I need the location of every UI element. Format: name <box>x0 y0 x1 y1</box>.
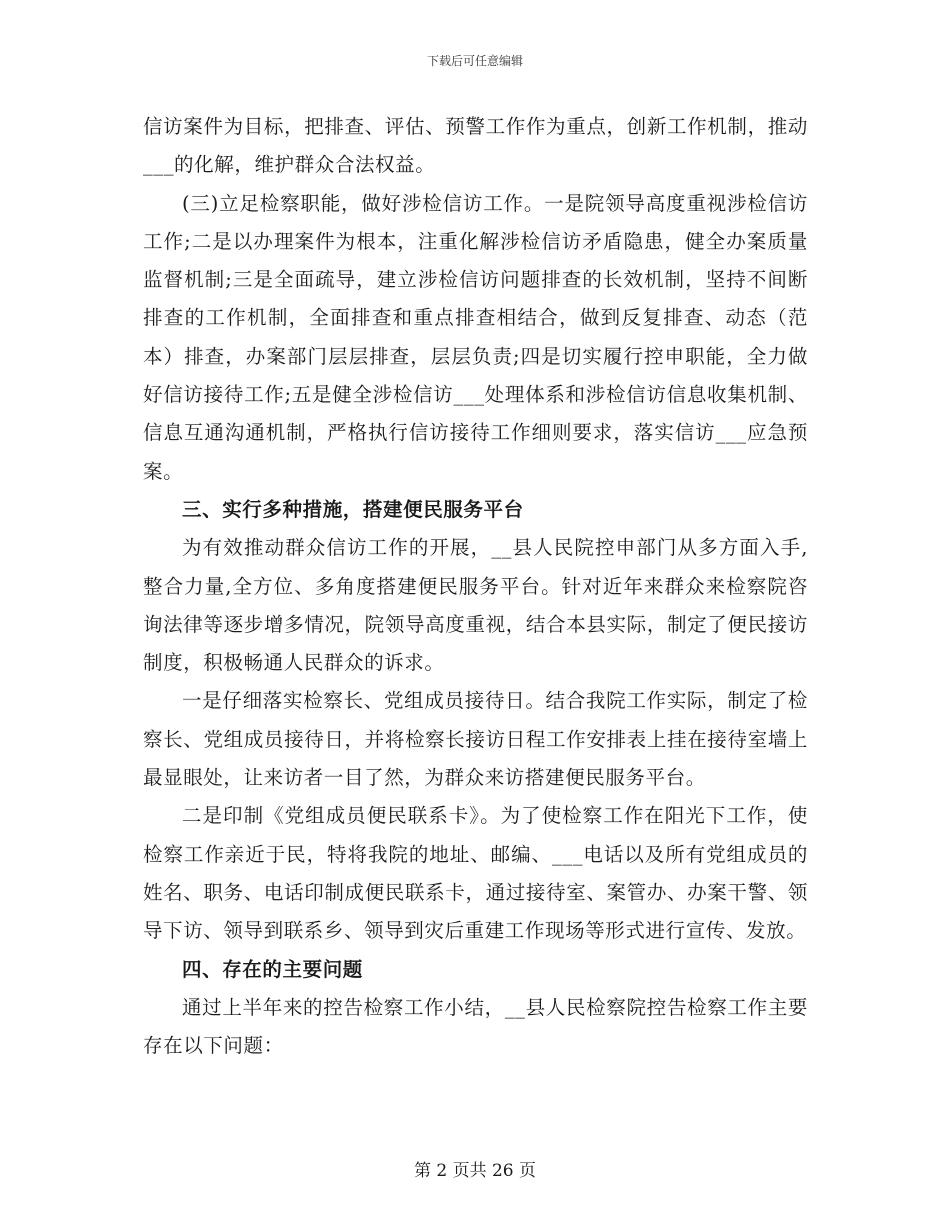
document-body <box>143 108 808 1065</box>
paragraph-reception-day: 一是仔细落实检察长、党组成员接待日。结合我院工作实际，制定了检察长、党组成员接待日，并将检察长接访日程工作安排表上挂在接待室墙上最显眼处，让来访者一目了然，为群众来访搭建便民服务平台。 <box>143 689 808 790</box>
page-number: 第 2 页共 26 页 <box>413 1161 537 1181</box>
paragraph-continuation: 信访案件为目标，把排查、评估、预警工作作为重点，创新工作机制，推动___的化解，维护群众合法权益。 <box>143 115 808 177</box>
paragraph-section-3-duties: (三)立足检察职能，做好涉检信访工作。一是院领导高度重视涉检信访工作;二是以办理案件为根本，注重化解涉检信访矛盾隐患，健全办案质量监督机制;三是全面疏导，建立涉检信访问题排查的长效机制，坚持不间断排查的工作机制，全面排查和重点排查相结合，做到反复排查、动态（范本）排查，办案部门层层排查，层层负责;四是切实履行控申职能，全力做好信访接待工作;五是健全涉检信访___处理体系和涉检信访信息收集机制、信息互通沟通机制，严格执行信访接待工作细则要求，落实信访___应急预案。 <box>143 191 808 483</box>
paragraph-contact-card: 二是印制《党组成员便民联系卡》。为了使检察工作在阳光下工作，使检察工作亲近于民，特将我院的地址、邮编、___电话以及所有党组成员的姓名、职务、电话印制成便民联系卡，通过接待室、案管办、办案干警、领导下访、领导到联系乡、领导到灾后重建工作现场等形式进行宣传、发放。 <box>143 804 808 943</box>
paragraph-service-platform: 为有效推动群众信访工作的开展，__县人民院控申部门从多方面入手,整合力量,全方位、多角度搭建便民服务平台。针对近年来群众来检察院咨询法律等逐步增多情况，院领导高度重视，结合本县实际，制定了便民接访制度，积极畅通人民群众的诉求。 <box>143 536 808 675</box>
section-heading-4: 四、存在的主要问题 <box>182 957 363 981</box>
section-heading-3: 三、实行多种措施，搭建便民服务平台 <box>182 497 524 521</box>
paragraph-main-problems: 通过上半年来的控告检察工作小结，__县人民检察院控告检察工作主要存在以下问题： <box>143 995 808 1058</box>
page-header: 下载后可任意编辑 <box>426 54 523 68</box>
